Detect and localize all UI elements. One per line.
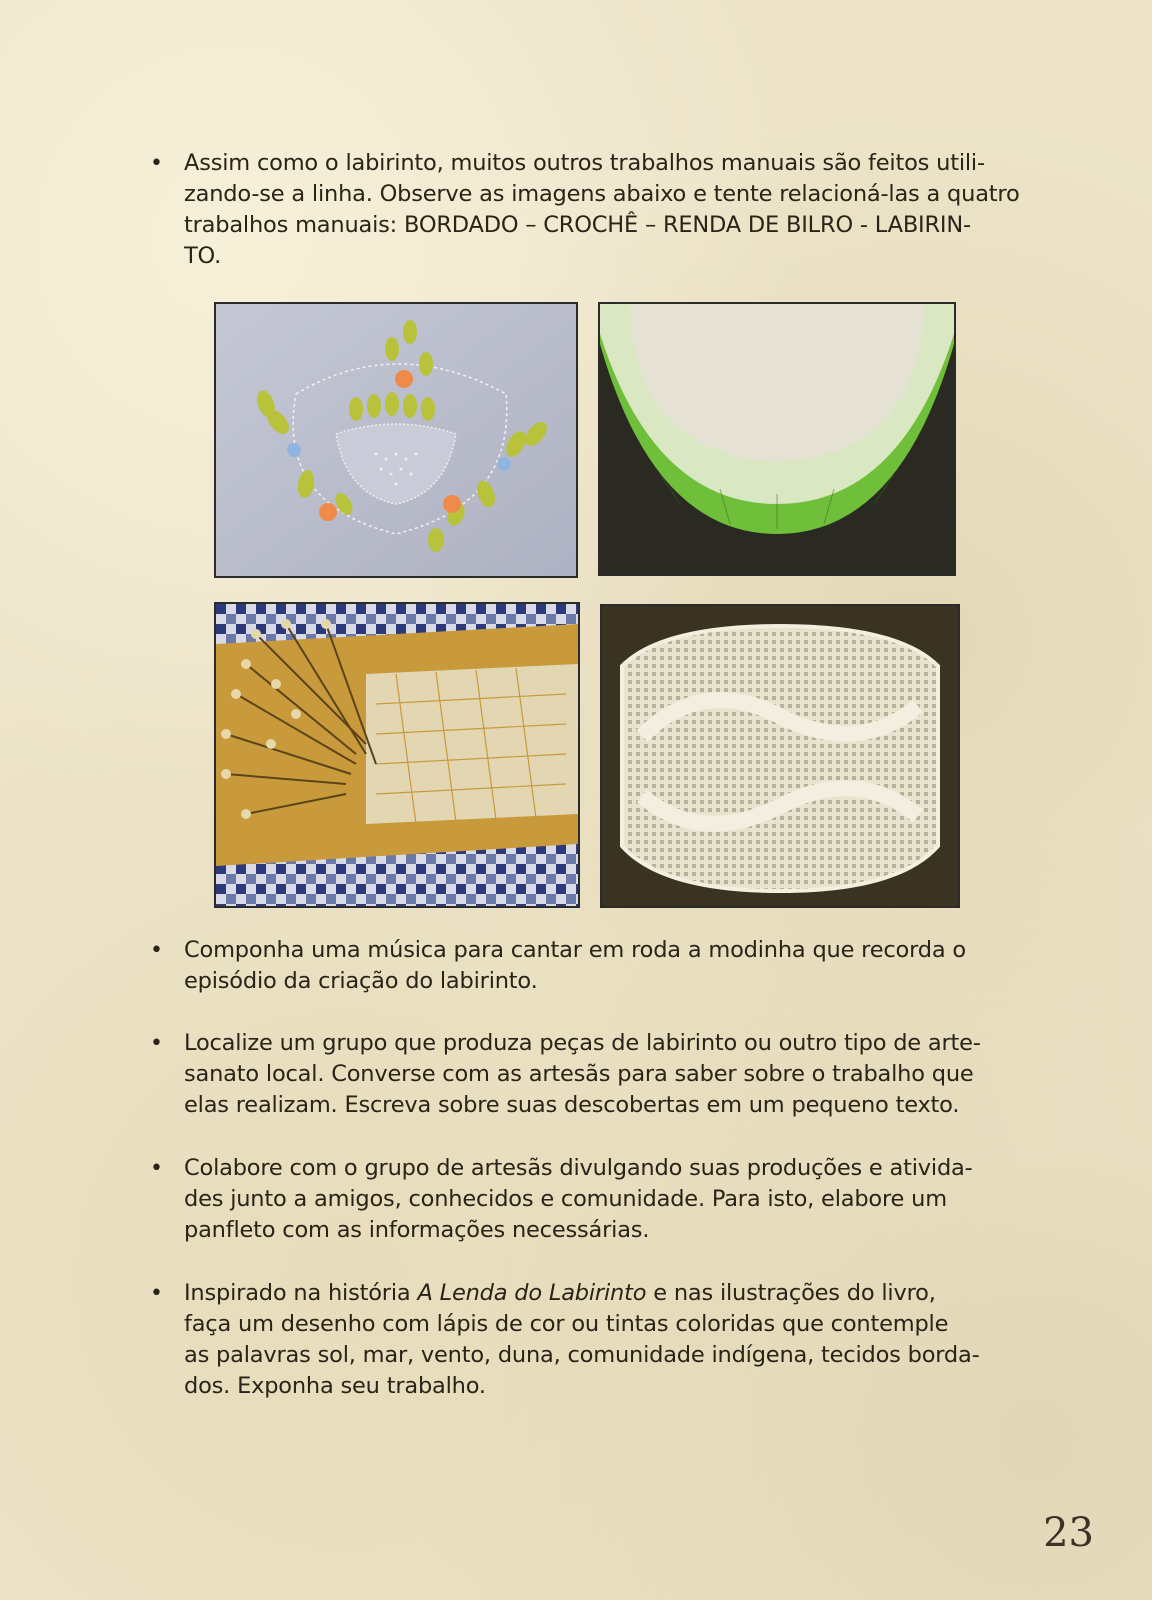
instruction-text (184, 148, 1020, 272)
photo-bobbin-lace (214, 602, 580, 908)
bullet-icon: • (150, 1281, 163, 1306)
text-line: episódio da criação do labirinto. (184, 968, 538, 994)
text-line: sanato local. Converse com as artesãs para saber sobre o trabalho que (184, 1061, 974, 1087)
text-segment: e nas ilustrações do livro, (646, 1280, 936, 1306)
bullet-icon: • (150, 1156, 163, 1181)
text-line: Colabore com o grupo de artesãs divulgando suas produções e ativida- (184, 1155, 973, 1181)
text-line: des junto a amigos, conhecidos e comunidade. Para isto, elabore um (184, 1186, 947, 1212)
instruction-item-4 (150, 1153, 1010, 1249)
text-line: elas realizam. Escreva sobre suas descobertas em um pequeno texto. (184, 1092, 960, 1118)
instruction-text (184, 1278, 1010, 1402)
bullet-icon: • (150, 151, 163, 176)
text-line: panfleto com as informações necessárias. (184, 1217, 650, 1243)
instruction-item-5 (150, 1278, 1010, 1406)
text-line: faça um desenho com lápis de cor ou tintas coloridas que contemple (184, 1311, 949, 1337)
photo-labirinto-lace (600, 604, 960, 908)
page-number: 23 (1043, 1510, 1094, 1556)
instruction-item-1 (150, 148, 1020, 278)
bullet-icon: • (150, 1031, 163, 1056)
text-segment: Inspirado na história (184, 1280, 418, 1306)
instruction-item-3 (150, 1028, 1010, 1124)
text-line: TO. (184, 243, 222, 269)
text-line: dos. Exponha seu trabalho. (184, 1373, 486, 1399)
text-line: Localize um grupo que produza peças de labirinto ou outro tipo de arte- (184, 1030, 981, 1056)
text-line: Componha uma música para cantar em roda a modinha que recorda o (184, 937, 966, 963)
instruction-text (184, 935, 1010, 997)
text-line: trabalhos manuais: BORDADO – CROCHÊ – RENDA DE BILRO - LABIRIN- (184, 212, 971, 238)
text-line: as palavras sol, mar, vento, duna, comunidade indígena, tecidos borda- (184, 1342, 980, 1368)
bullet-icon: • (150, 938, 163, 963)
instruction-text (184, 1153, 1010, 1246)
text-line: Assim como o labirinto, muitos outros trabalhos manuais são feitos utili- (184, 150, 985, 176)
photo-crochet (598, 302, 956, 576)
photo-embroidery (214, 302, 578, 578)
instruction-text (184, 1028, 1010, 1121)
text-line (184, 1278, 1010, 1309)
text-line: zando-se a linha. Observe as imagens abaixo e tente relacioná-las a quatro (184, 181, 1020, 207)
instruction-item-2 (150, 935, 1010, 999)
book-title: A Lenda do Labirinto (417, 1280, 647, 1306)
